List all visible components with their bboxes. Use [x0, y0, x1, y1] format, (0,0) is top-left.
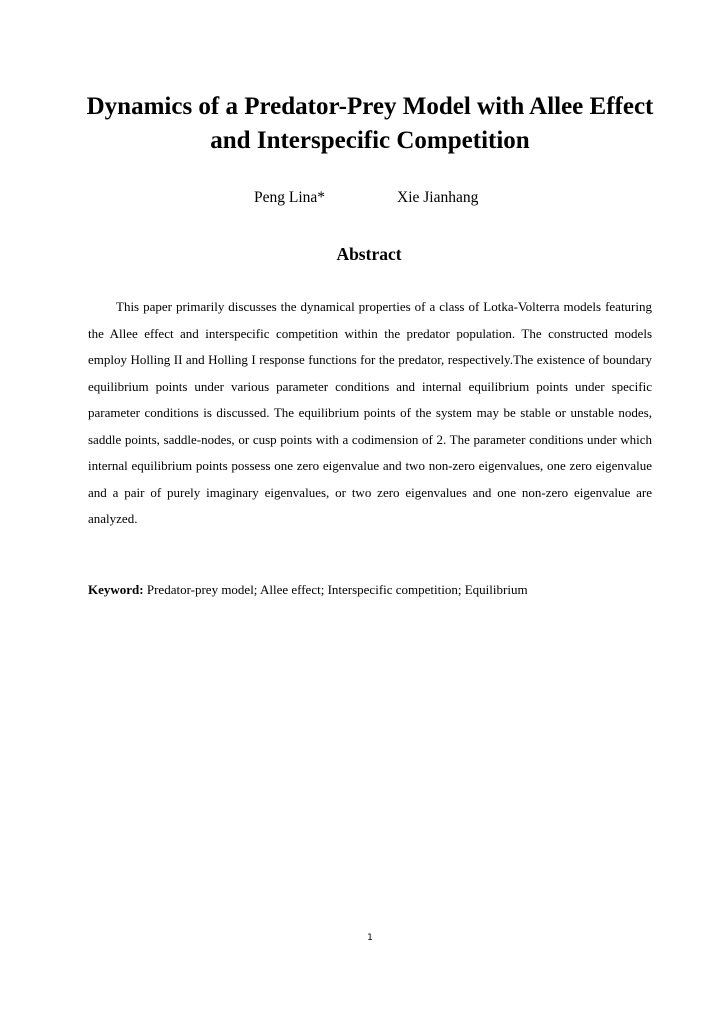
abstract-heading: Abstract [336, 244, 402, 264]
abstract-text: This paper primarily discusses the dynamical properties of a class of Lotka-Volterra models featuring the Allee effect and interspecific competition within the predator population. The constructed models employ Holling II and Holling I response functions for the predator, respectively.The existence of boundary equilibrium points under various parameter conditions and internal equilibrium points under specific parameter conditions is discussed. The equilibrium points of the system may be stable or unstable nodes, saddle points, saddle-nodes, or cusp points with a codimension of 2. The parameter conditions under which internal equilibrium points possess one zero eigenvalue and two non-zero eigenvalues, one zero eigenvalue and a pair of purely imaginary eigenvalues, or two zero eigenvalues and one non-zero eigenvalue are analyzed. [88, 299, 652, 526]
author-name: Xie Jianhang [397, 189, 479, 206]
page-number: 1 [367, 933, 373, 943]
keywords-text: Predator-prey model; Allee effect; Interspecific competition; Equilibrium [146, 582, 528, 597]
author-list [0, 189, 720, 211]
keywords-label: Keyword: [88, 582, 144, 597]
keywords-line [88, 580, 652, 600]
paper-title: Dynamics of a Predator-Prey Model with Allee Effect and Interspecific Competition [86, 93, 654, 154]
author-name: Peng Lina* [254, 189, 326, 206]
